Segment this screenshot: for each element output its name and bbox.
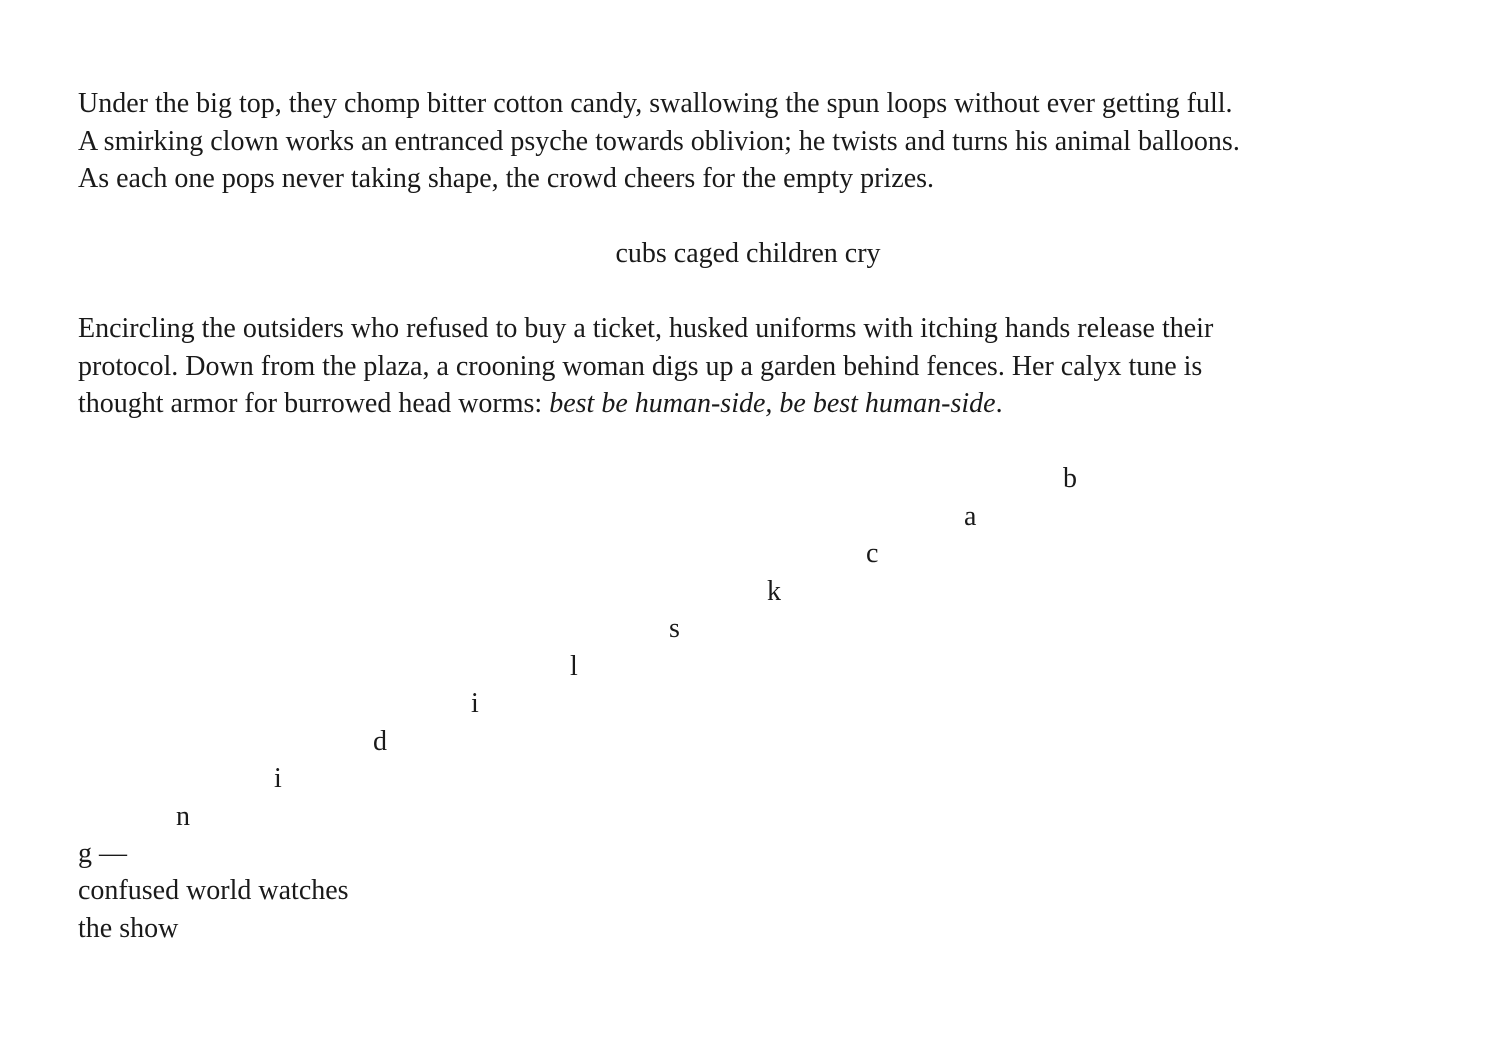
stanza-one: [78, 85, 1418, 198]
cascade-letter-1: b: [1063, 463, 1077, 494]
stanza-one-line-3: As each one pops never taking shape, the crowd cheers for the empty prizes.: [78, 163, 935, 194]
closing-line-1: confused world watches: [78, 875, 349, 906]
stanza-two-line-2: protocol. Down from the plaza, a crooning woman digs up a garden behind fences. Her calyx tune is: [78, 350, 1203, 382]
cascade-letter-3: c: [866, 538, 879, 569]
cascade-letter-8: d: [373, 726, 387, 757]
cascade-letter-10: n: [176, 801, 190, 832]
stanza-one-line-1: Under the big top, they chomp bitter cotton candy, swallowing the spun loops without ever getting full.: [78, 88, 1233, 119]
cascade-letter-5: s: [669, 613, 680, 644]
stanza-two-line-3: [78, 385, 1418, 423]
haiku-line: cubs caged children cry: [615, 238, 881, 269]
cascade-letter-2: a: [964, 501, 977, 532]
stanza-two-line-3-plain: thought armor for burrowed head worms:: [78, 388, 550, 419]
stanza-two: [78, 310, 1418, 423]
stanza-two-line-1: Encircling the outsiders who refused to buy a ticket, husked uniforms with itching hands release their: [78, 313, 1214, 344]
cascade-letter-7: i: [471, 688, 479, 719]
stanza-one-line-2: A smirking clown works an entranced psyche towards oblivion; he twists and turns his animal balloons.: [78, 125, 1240, 157]
cascade-last-letter: g —: [78, 838, 127, 869]
stanza-two-line-3-end: .: [995, 388, 1003, 419]
cascade-letter-6: l: [570, 651, 578, 682]
cascade-letter-9: i: [274, 763, 282, 794]
cascade-letter-4: k: [767, 576, 781, 607]
stanza-two-line-3-italic: best be human-side, be best human-side: [549, 388, 996, 419]
closing-line-2: the show: [78, 913, 179, 944]
